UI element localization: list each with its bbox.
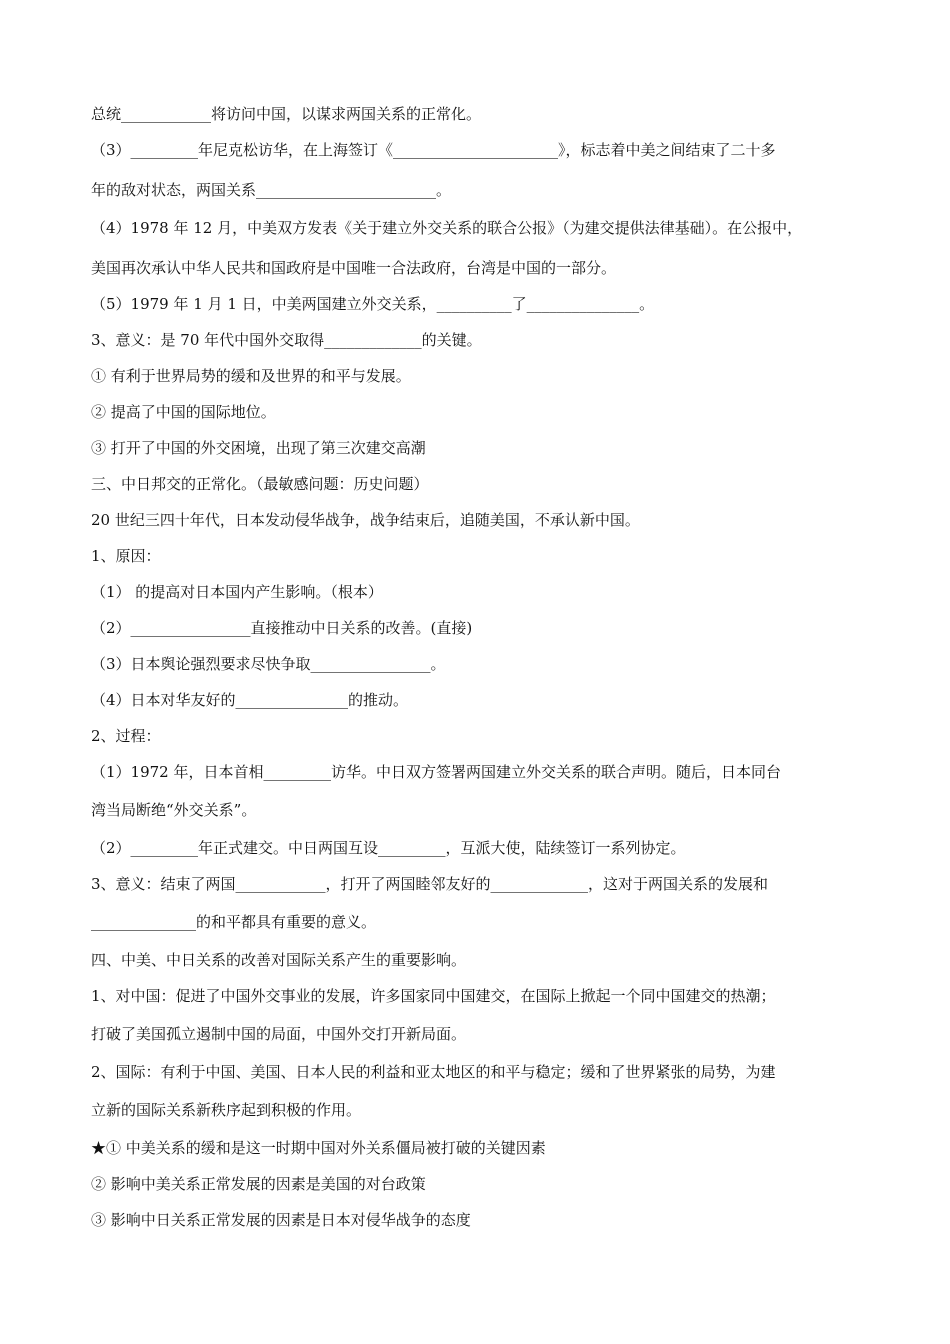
text-line: 3、意义：结束了两国____________，打开了两国睦邻友好的_____________，这对于两国关系的发展和: [91, 875, 769, 893]
text-line: 年的敌对状态，两国关系________________________。: [91, 181, 452, 199]
text-line: （3）日本舆论强烈要求尽快争取________________。: [91, 655, 446, 673]
text-line: 2、过程：: [91, 727, 161, 745]
text-line: （3）_________年尼克松访华，在上海签订《______________________》，标志着中美之间结束了二十多: [91, 141, 776, 159]
text-line: 总统____________将访问中国，以谋求两国关系的正常化。: [91, 105, 482, 123]
text-line: （2）________________直接推动中日关系的改善。(直接): [91, 619, 473, 637]
text-line: 20 世纪三四十年代，日本发动侵华战争，战争结束后，追随美国，不承认新中国。: [91, 511, 640, 529]
text-line: 三、中日邦交的正常化。（最敏感问题：历史问题）: [91, 475, 429, 493]
text-line: ① 有利于世界局势的缓和及世界的和平与发展。: [91, 367, 411, 385]
text-line: ② 影响中美关系正常发展的因素是美国的对台政策: [91, 1175, 426, 1193]
text-line: （1）1972 年，日本首相_________访华。中日双方签署两国建立外交关系的联合声明。随后，日本同台: [91, 763, 781, 781]
text-line: 1、原因：: [91, 547, 161, 565]
text-line: （5）1979 年 1 月 1 日，中美两国建立外交关系，__________了_______________。: [91, 295, 655, 313]
text-line: 1、对中国：促进了中国外交事业的发展，许多国家同中国建交，在国际上掀起一个同中国建交的热潮；: [91, 987, 776, 1005]
text-line: 2、国际：有利于中国、美国、日本人民的利益和亚太地区的和平与稳定；缓和了世界紧张的局势，为建: [91, 1063, 776, 1081]
text-line: 湾当局断绝“外交关系”。: [91, 801, 257, 819]
text-line: （2）_________年正式建交。中日两国互设_________，互派大使，陆续签订一系列协定。: [91, 839, 686, 857]
text-line: （4）1978 年 12 月，中美双方发表《关于建立外交关系的联合公报》（为建交提供法律基础）。在公报中，: [91, 219, 803, 237]
text-line: ③ 打开了中国的外交困境，出现了第三次建交高潮: [91, 439, 426, 457]
text-line: ★① 中美关系的缓和是这一时期中国对外关系僵局被打破的关键因素: [91, 1139, 546, 1157]
text-line: （1） 的提高对日本国内产生影响。（根本）: [91, 583, 383, 601]
text-line: ② 提高了中国的国际地位。: [91, 403, 276, 421]
text-line: 打破了美国孤立遏制中国的局面，中国外交打开新局面。: [91, 1025, 467, 1043]
text-line: 四、中美、中日关系的改善对国际关系产生的重要影响。: [91, 951, 467, 969]
text-line: ③ 影响中日关系正常发展的因素是日本对侵华战争的态度: [91, 1211, 471, 1229]
text-line: 美国再次承认中华人民共和国政府是中国唯一合法政府，台湾是中国的一部分。: [91, 259, 617, 277]
text-line: （4）日本对华友好的_______________的推动。: [91, 691, 409, 709]
text-line: 立新的国际关系新秩序起到积极的作用。: [91, 1101, 362, 1119]
text-line: 3、意义：是 70 年代中国外交取得_____________的关键。: [91, 331, 482, 349]
text-line: ______________的和平都具有重要的意义。: [91, 913, 377, 931]
